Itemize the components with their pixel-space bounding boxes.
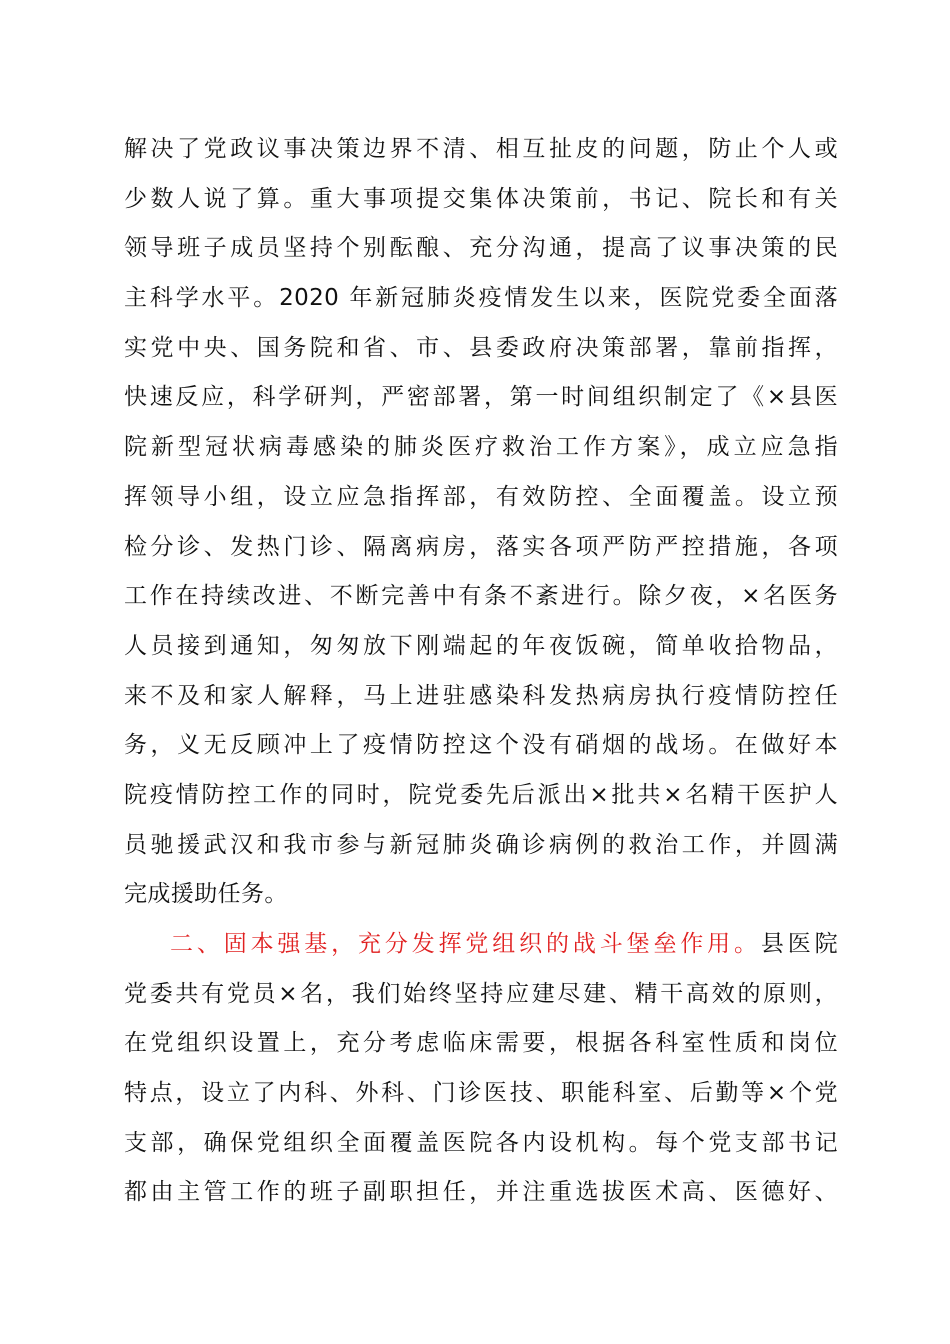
paragraph-2	[124, 920, 838, 1218]
text-line: 特点，设立了内科、外科、门诊医技、职能科室、后勤等×个党	[124, 1080, 838, 1107]
text-line: 检分诊、发热门诊、隔离病房，落实各项严防严控措施，各项	[124, 533, 838, 560]
text-line: 快速反应，科学研判，严密部署，第一时间组织制定了《×县医	[124, 384, 838, 411]
text-line: 员驰援武汉和我市参与新冠肺炎确诊病例的救治工作，并圆满	[124, 831, 838, 858]
text-line: 少数人说了算。重大事项提交集体决策前，书记、院长和有关	[124, 185, 838, 212]
text-line: 主科学水平。2020 年新冠肺炎疫情发生以来，医院党委全面落	[124, 285, 838, 312]
text-line: 领导班子成员坚持个别酝酿、充分沟通，提高了议事决策的民	[124, 235, 838, 262]
text-line: 完成援助任务。	[124, 881, 288, 908]
text-line: 在党组织设置上，充分考虑临床需要，根据各科室性质和岗位	[124, 1030, 838, 1057]
text-line: 务，义无反顾冲上了疫情防控这个没有硝烟的战场。在做好本	[124, 732, 838, 759]
text-line: 实党中央、国务院和省、市、县委政府决策部署，靠前指挥，	[124, 334, 838, 361]
text-line-first	[124, 920, 838, 970]
text-line: 人员接到通知，匆匆放下刚端起的年夜饭碗，简单收拾物品，	[124, 632, 838, 659]
text-line: 挥领导小组，设立应急指挥部，有效防控、全面覆盖。设立预	[124, 483, 838, 510]
section-heading: 二、固本强基，充分发挥党组织的战斗堡垒作用。	[170, 931, 761, 957]
text-line: 院疫情防控工作的同时，院党委先后派出×批共×名精干医护人	[124, 781, 838, 808]
text-line: 都由主管工作的班子副职担任，并注重选拔医术高、医德好、	[124, 1179, 838, 1206]
text-run: 县医院	[760, 931, 838, 957]
text-line: 院新型冠状病毒感染的肺炎医疗救治工作方案》，成立应急指	[124, 434, 838, 461]
text-line: 来不及和家人解释，马上进驻感染科发热病房执行疫情防控任	[124, 682, 838, 709]
text-line: 解决了党政议事决策边界不清、相互扯皮的问题，防止个人或	[124, 136, 838, 162]
paragraph-1	[124, 125, 838, 920]
document-body	[124, 125, 838, 1218]
text-line: 工作在持续改进、不断完善中有条不紊进行。除夕夜，×名医务	[124, 583, 838, 610]
text-line: 支部，确保党组织全面覆盖医院各内设机构。每个党支部书记	[124, 1129, 838, 1156]
text-line: 党委共有党员×名，我们始终坚持应建尽建、精干高效的原则，	[124, 980, 838, 1007]
